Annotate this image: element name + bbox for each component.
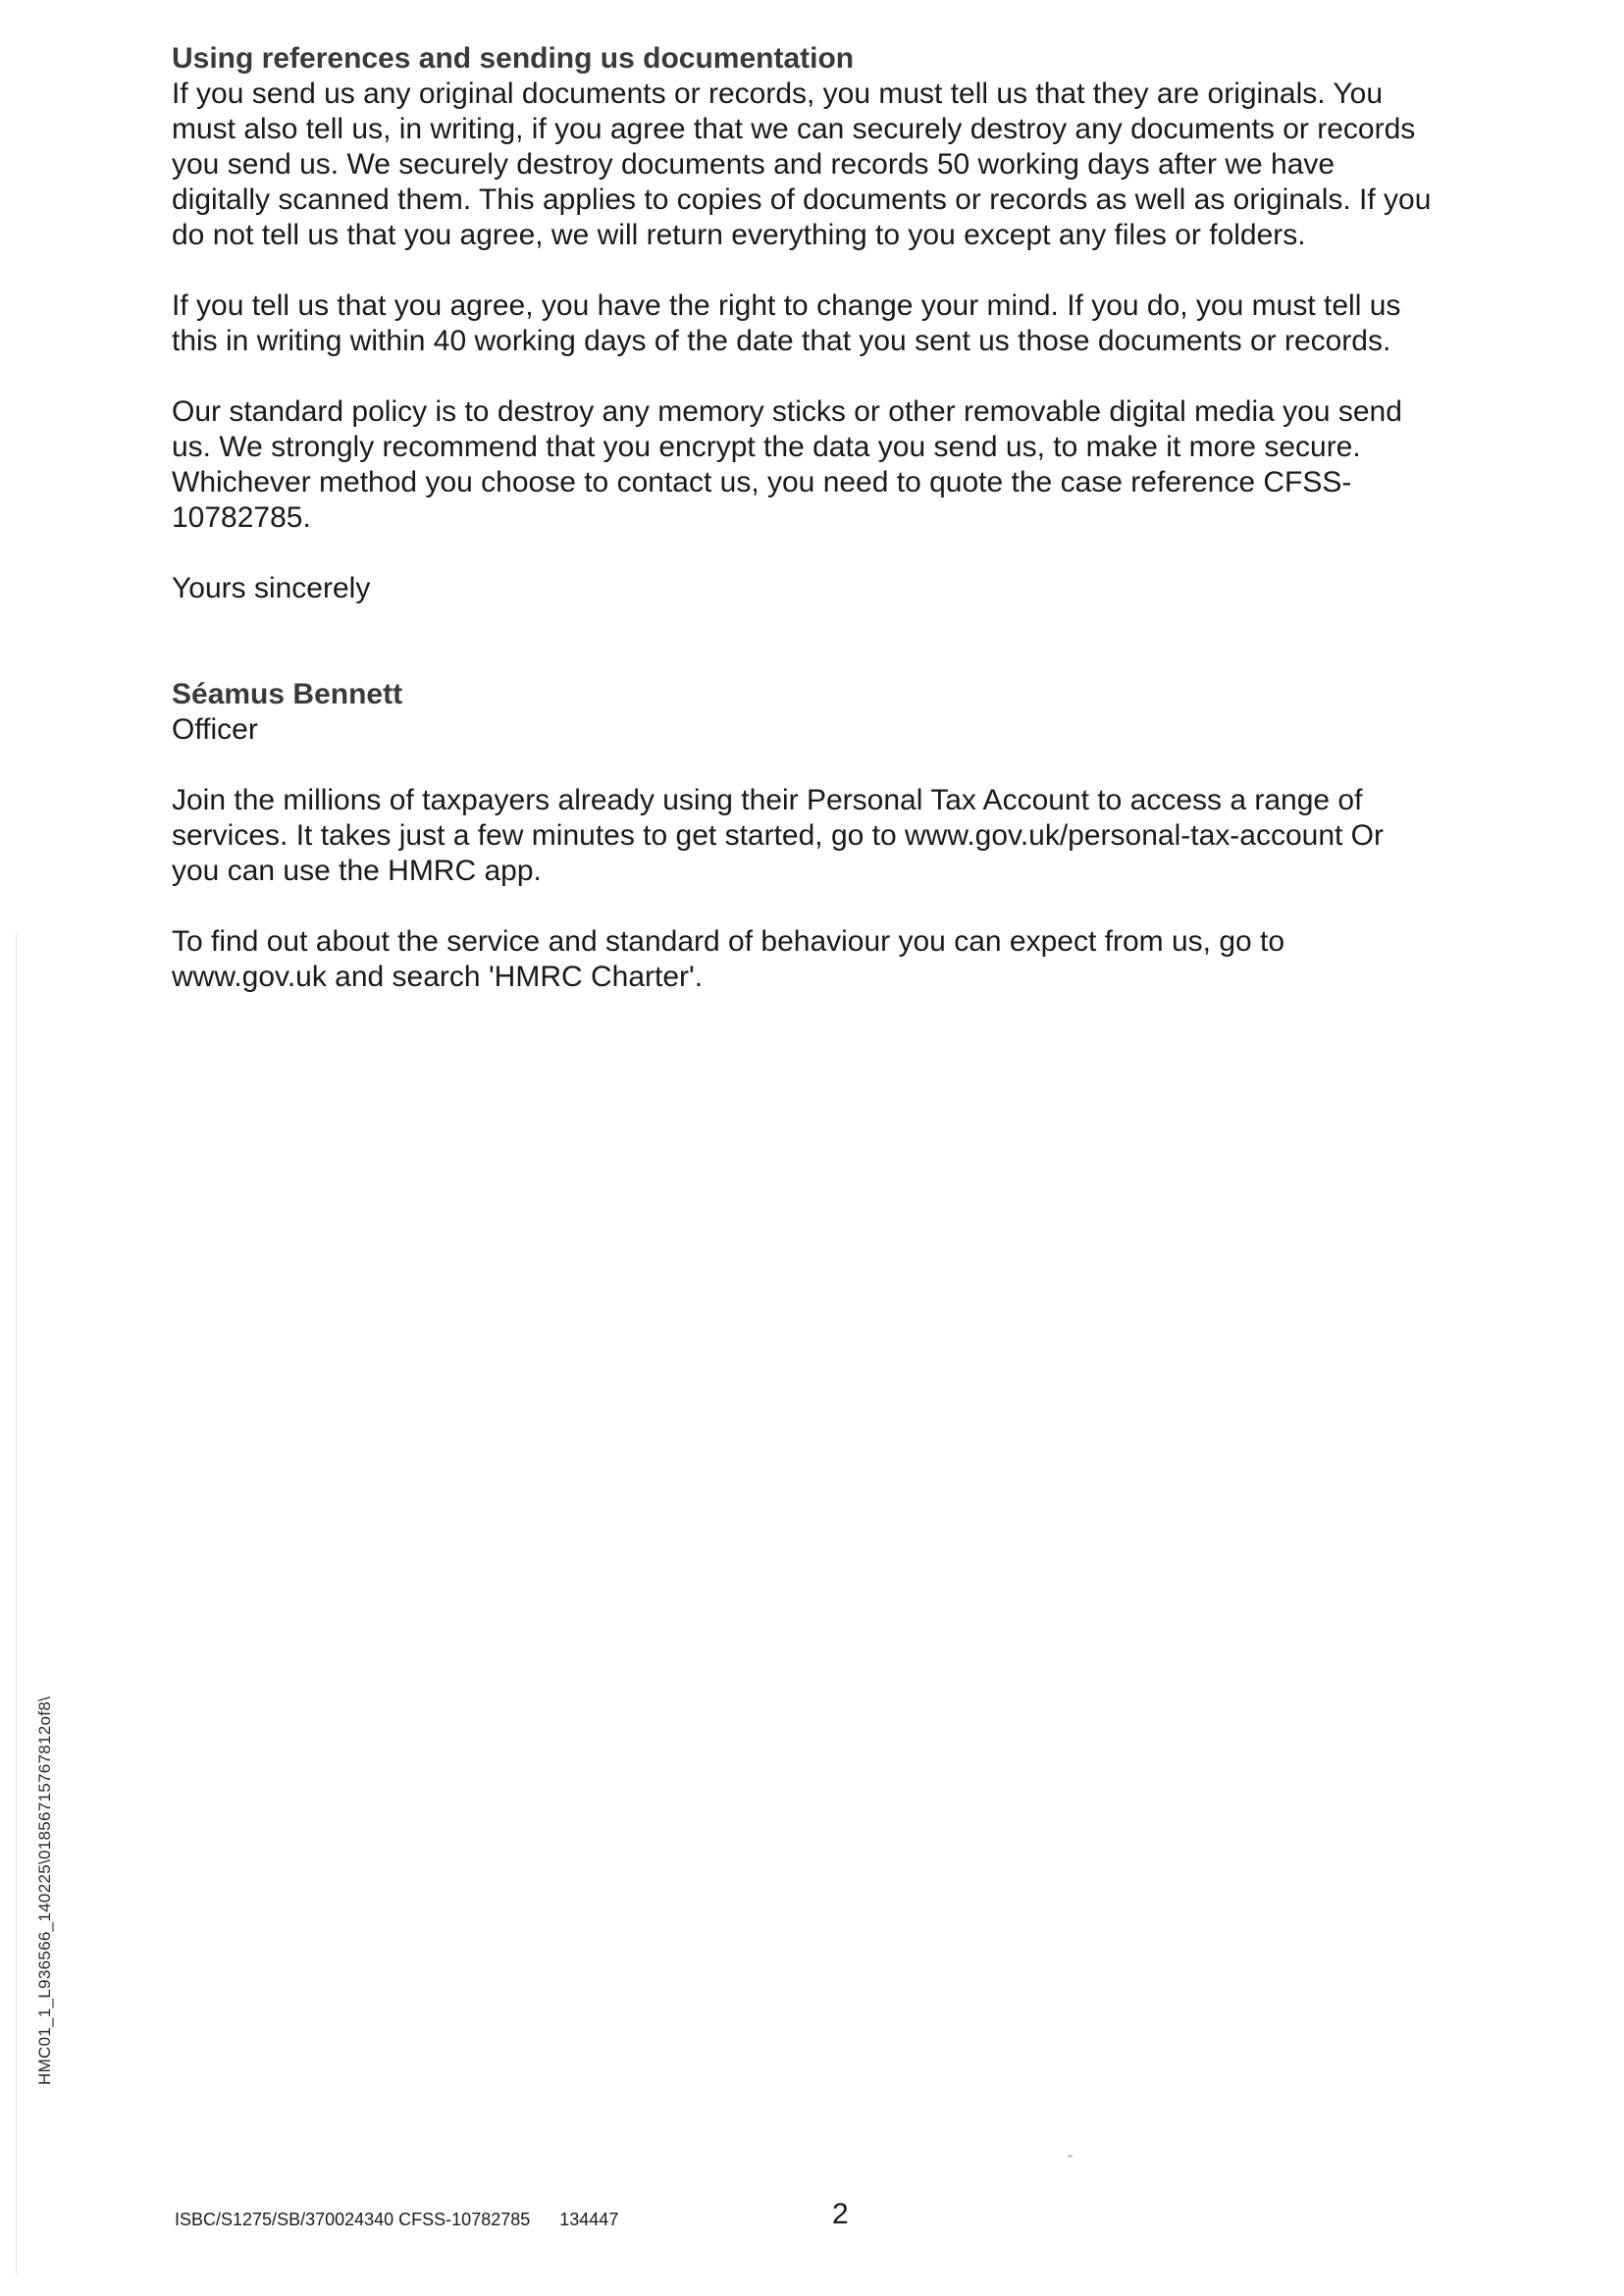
signatory-role: Officer <box>172 713 258 746</box>
letter-body <box>172 41 1438 1030</box>
closing-salutation: Yours sincerely <box>172 572 371 604</box>
signatory-name: Séamus Bennett <box>172 678 403 710</box>
paragraph-change-mind: If you tell us that you agree, you have the right to change your mind. If you do, you must tell us this in writing within 40 working days of the date that you sent us those documents or records. <box>172 289 1401 357</box>
paragraph-personal-tax-account: Join the millions of taxpayers already using their Personal Tax Account to access a range of services. It takes just a few minutes to get started, go to www.gov.uk/personal-tax-account Or you can use the HMRC app. <box>172 784 1384 887</box>
margin-document-code: HMC01_1_L936566_140225\01856715767812of8\ <box>35 1696 54 2085</box>
paragraph-originals: If you send us any original documents or records, you must tell us that they are originals. You must also tell us, in writing, if you agree that we can securely destroy any documents or records you send us. We securely destroy documents and records 50 working days after we have digitally scanned them. This applies to copies of documents or records as well as originals. If you do not tell us that you agree, we will return everything to you except any files or folders. <box>172 78 1432 251</box>
section-heading: Using references and sending us documentation <box>172 42 855 75</box>
paragraph-digital-media: Our standard policy is to destroy any memory sticks or other removable digital media you send us. We strongly recommend that you encrypt the data you send us, to make it more secure. Whichever method you choose to contact us, you need to quote the case reference CFSS-10782785. <box>172 395 1402 534</box>
footer-reference-number: 134447 <box>559 2210 619 2229</box>
footer-reference-code: ISBC/S1275/SB/370024340 CFSS-10782785 <box>175 2210 531 2229</box>
scan-speck <box>1068 2155 1073 2158</box>
paragraph-hmrc-charter: To find out about the service and standard of behaviour you can expect from us, go to www.gov.uk and search 'HMRC Charter'. <box>172 925 1285 993</box>
scan-edge-line <box>16 932 17 2276</box>
page-number: 2 <box>832 2198 849 2230</box>
footer-reference <box>175 2210 618 2230</box>
